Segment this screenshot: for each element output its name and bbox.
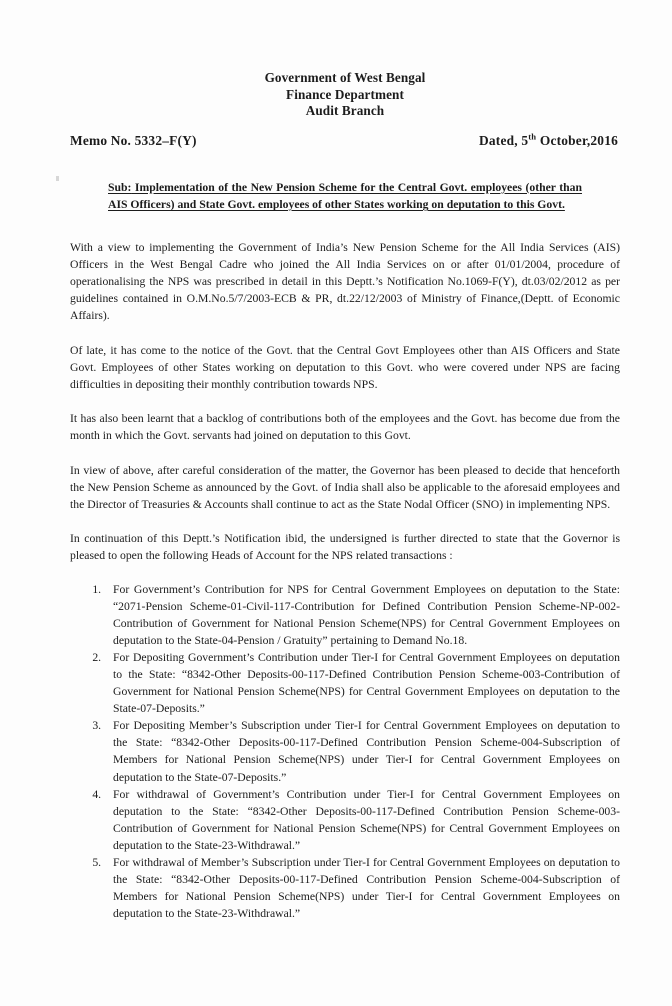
- scan-artifact-speck: [56, 176, 59, 181]
- memo-date: [479, 133, 620, 149]
- letterhead-department: Finance Department: [286, 86, 404, 102]
- list-item: 4. For withdrawal of Government’s Contribution under Tier-I for Central Government Employees on deputation to the State: “8342-Other Deposits-00-117-Defined Contribution Pension Scheme-003-Contribution of Government for National Pension Scheme(NPS) for Central Government Employees on deputation to the State-23-Withdrawal.”: [104, 786, 620, 854]
- memo-date-prefix: Dated, 5: [479, 132, 529, 148]
- subject-label: Sub:: [108, 180, 132, 194]
- paragraph-5: In continuation of this Deptt.’s Notification ibid, the undersigned is further directed to state that the Governor is pleased to open the following Heads of Account for the NPS related transactions :: [70, 532, 620, 563]
- paragraph-4: In view of above, after careful consideration of the matter, the Governor has been pleased to decide that henceforth the New Pension Scheme as announced by the Govt. of India shall also be applicable to the aforesaid employees and the Director of Treasuries & Accounts shall continue to act as the State Nodal Officer (SNO) in implementing NPS.: [70, 463, 620, 511]
- document-content: [70, 70, 620, 922]
- subject-text: Implementation of the New Pension Scheme for the Central Govt. employees (other than AIS Officers) and State Govt. employees of other States working on deputation to this Govt.: [108, 180, 582, 211]
- list-item: 2. For Depositing Government’s Contribution under Tier-I for Central Government Employees on deputation to the State: “8342-Other Deposits-00-117-Defined Contribution Pension Scheme-003-Contribution of Government for National Pension Scheme(NPS) for Central Government Employees on deputation to the State-07-Deposits.”: [104, 649, 620, 717]
- letterhead: [70, 70, 620, 120]
- memo-date-suffix: October,2016: [536, 132, 618, 148]
- list-item: 5. For withdrawal of Member’s Subscription under Tier-I for Central Government Employees on deputation to the State: “8342-Other Deposits-00-117-Defined Contribution Pension Scheme-004-Subscription of Members for National Pension Scheme(NPS) under Tier-I for Central Government Employees on deputation to the State-23-Withdrawal.”: [104, 854, 620, 922]
- body-paragraphs: [70, 239, 620, 565]
- paragraph-1: With a view to implementing the Government of India’s New Pension Scheme for the All India Services (AIS) Officers in the West Bengal Cadre who joined the All India Services on or after 01/01/2004, procedure of operationalising the NPS was prescribed in detail in this Deptt.’s Notification No.1069-F(Y), dt.03/02/2012 as per guidelines contained in O.M.No.5/7/2003-ECB & PR, dt.22/12/2003 of Ministry of Finance,(Deptt. of Economic Affairs).: [70, 240, 620, 323]
- paragraph-3: It has also been learnt that a backlog of contributions both of the employees and the Govt. has become due from the month in which the Govt. servants had joined on deputation to this Govt.: [70, 412, 620, 443]
- paragraph-2: Of late, it has come to the notice of the Govt. that the Central Govt Employees other than AIS Officers and State Govt. Employees of other States working on deputation to this Govt. who were covered under NPS are facing difficulties in depositing their monthly contribution towards NPS.: [70, 343, 620, 391]
- letterhead-government: Government of West Bengal: [264, 70, 426, 85]
- heads-of-account-list: [70, 581, 620, 923]
- list-item: 3. For Depositing Member’s Subscription under Tier-I for Central Government Employees on deputation to the State: “8342-Other Deposits-00-117-Defined Contribution Pension Scheme-004-Subscription of Members for National Pension Scheme(NPS) under Tier-I for Central Government Employees on deputation to the State-07-Deposits.”: [104, 717, 620, 785]
- memo-number: Memo No. 5332–F(Y): [70, 132, 197, 148]
- letterhead-branch: Audit Branch: [305, 103, 385, 118]
- subject-line: [108, 179, 582, 214]
- memo-date-ordinal: th: [528, 131, 537, 142]
- memo-row: [70, 133, 620, 149]
- list-item: 1. For Government’s Contribution for NPS for Central Government Employees on deputation to the State: “2071-Pension Scheme-01-Civil-117-Contribution for Defined Contribution Pension Scheme-NP-002-Contribution of Government for National Pension Scheme(NPS) for Central Government Employees on deputation to the State-04-Pension / Gratuity” pertaining to Demand No.18.: [104, 581, 620, 649]
